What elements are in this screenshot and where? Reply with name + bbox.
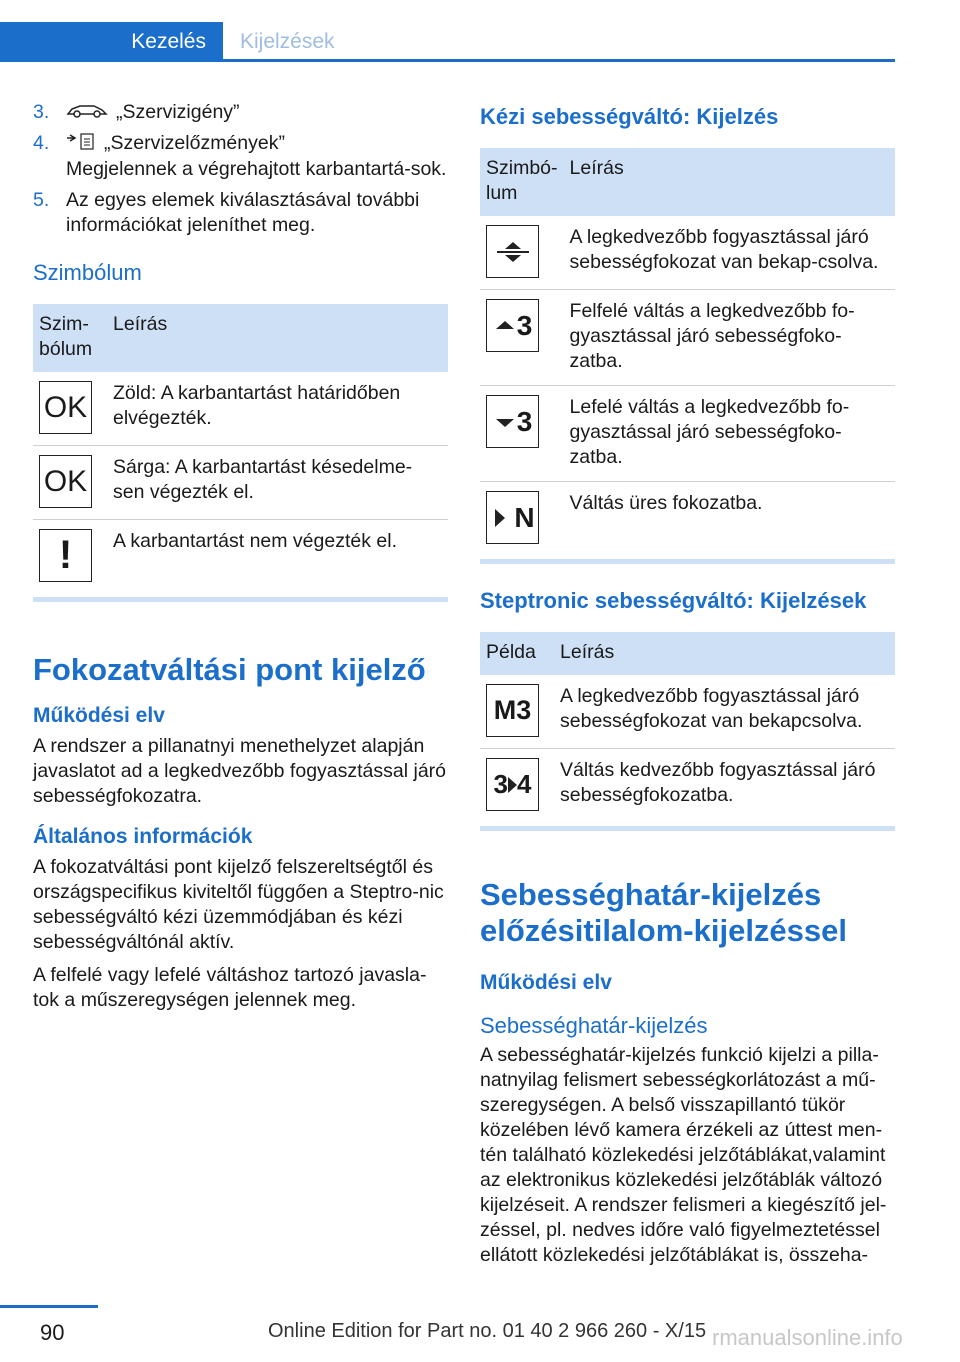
service-list-icon [66, 132, 96, 157]
list-text: „Szervizigény” [116, 101, 240, 123]
edition-text: Online Edition for Part no. 01 40 2 966 260 - X/15 [268, 1320, 707, 1342]
table-cell: A legkedvezőbb fogyasztással járó sebességfokozat van bekapcsolva. [554, 675, 895, 749]
list-item [33, 100, 448, 125]
table-row [480, 290, 895, 386]
right-column [480, 100, 895, 1268]
tab-kijelzesek[interactable]: Kijelzések [240, 30, 335, 53]
table-row [480, 216, 895, 290]
paragraph: A fokozatváltási pont kijelző felszereltségtől és országspecifikus kiviteltől függően a Steptro-nic sebességváltó kézi üzemmódjában és kézi sebességváltónál aktív. [33, 855, 444, 953]
heading-speedlimit: Sebességhatár-kijelzés előzésitilalom-kijelzéssel [480, 877, 848, 948]
list-item [33, 188, 448, 238]
tab-kezeles[interactable]: Kezelés [0, 22, 223, 62]
subheading: Működési elv [33, 703, 165, 727]
column-header: Szim-bólum [33, 304, 107, 372]
table-end-rule [480, 559, 895, 564]
neutral-symbol: N [486, 491, 539, 544]
section-title: Szimbólum [33, 259, 142, 285]
column-header: Példa [480, 632, 554, 675]
watermark: rmanualsonline.info [712, 1325, 903, 1350]
list-subtext: Megjelennek a végrehajtott karbantartá-sok. [66, 157, 447, 180]
header-bar [0, 22, 895, 62]
table-row [480, 675, 895, 749]
steptronic-table [480, 632, 895, 822]
ok-green-symbol: OK [39, 381, 92, 434]
table-end-rule [480, 826, 895, 831]
subheading: Működési elv [480, 971, 612, 994]
optimal-gear-symbol [486, 225, 539, 278]
gear-change-symbol: 3 4 [486, 758, 539, 811]
column-header: Leírás [107, 304, 448, 372]
table-cell: A legkedvezőbb fogyasztással járó sebességfokozat van bekap-csolva. [564, 216, 895, 290]
paragraph: A felfelé vagy lefelé váltáshoz tartozó javasla-tok a műszeregységen jelennek meg. [33, 963, 427, 1011]
table-cell: A karbantartást nem végezték el. [113, 529, 397, 552]
table-row [33, 445, 448, 519]
table-cell: Váltás kedvezőbb fogyasztással járó sebességfokozatba. [560, 759, 876, 806]
list-number: 5. [33, 188, 50, 211]
header-divider [0, 59, 895, 62]
table-cell: Felfelé váltás a legkedvezőbb fo-gyasztással járó sebességfoko-zatba. [564, 290, 895, 386]
list-item [33, 131, 448, 181]
table-row [33, 519, 448, 593]
table-row [480, 386, 895, 482]
exclamation-symbol: ! [39, 529, 92, 582]
list-text: Az egyes elemek kiválasztásával további információkat jeleníthet meg. [66, 188, 420, 236]
paragraph: A rendszer a pillanatnyi menethelyzet alapján javaslatot ad a legkedvezőbb fogyasztással járó sebességfokozatra. [33, 734, 447, 807]
symbol-table [33, 304, 448, 593]
paragraph: A sebességhatár-kijelzés funkció kijelzi a pilla-natnyilag felismert sebességkorlátozást a mű-szeregységen. A belső visszapillantó tükör közelében lévő kamera érzékeli az úttest men-tén található közlekedési jelzőtáblákat,valamint az elektronikus közlekedési jelzőtáblák változó kijelzéseit. A rendszer felismeri a kiegészítő jel-zéssel, pl. nedves időre való figyelmeztetéssel ellátott közlekedési jelzőtáblákat is, összeha- [480, 1044, 887, 1266]
subheading: Sebességhatár-kijelzés [480, 1013, 708, 1038]
upshift-symbol: 3 [486, 299, 539, 352]
section-title: Steptronic sebességváltó: Kijelzések [480, 588, 867, 613]
table-cell: Lefelé váltás a legkedvezőbb fo-gyasztással járó sebességfoko-zatba. [564, 386, 895, 482]
table-row [480, 749, 895, 823]
table-row [480, 482, 895, 556]
section-title: Kézi sebességváltó: Kijelzés [480, 104, 779, 129]
column-header: Szimbó-lum [480, 148, 564, 216]
subheading: Általános információk [33, 824, 253, 848]
table-end-rule [33, 597, 448, 602]
ok-yellow-symbol: OK [39, 455, 92, 508]
column-header: Leírás [564, 148, 895, 216]
footer-rule [0, 1305, 98, 1308]
manual-gear-table [480, 148, 895, 555]
page-number: 90 [40, 1320, 65, 1345]
table-cell: Váltás üres fokozatba. [569, 492, 763, 514]
heading-gearpoint: Fokozatváltási pont kijelző [33, 651, 426, 687]
list-number: 3. [33, 101, 50, 123]
table-cell: Sárga: A karbantartást késedelme-sen végezték el. [107, 445, 448, 519]
list-text: „Szervizelőzmények” [104, 132, 285, 155]
table-row [33, 372, 448, 446]
column-header: Leírás [554, 632, 895, 675]
table-cell: Zöld: A karbantartást határidőben elvégezték. [107, 372, 448, 446]
left-column [33, 100, 448, 1013]
car-icon [66, 100, 108, 125]
downshift-symbol: 3 [486, 395, 539, 448]
list-number: 4. [33, 132, 50, 155]
m3-symbol: M3 [486, 684, 539, 737]
